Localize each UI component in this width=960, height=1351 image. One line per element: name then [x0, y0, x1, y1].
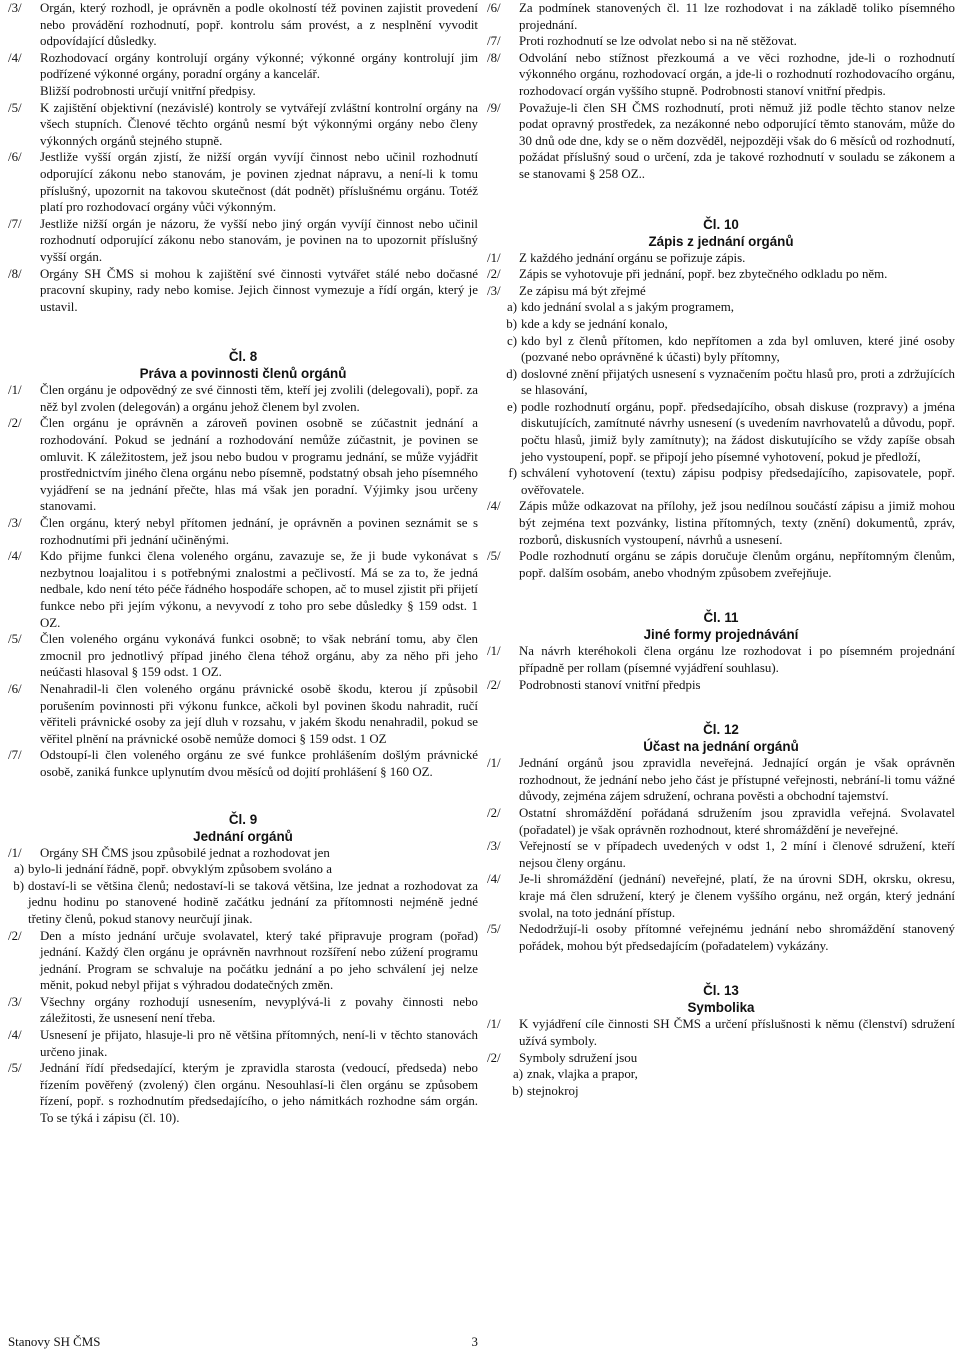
item-letter: a): [512, 1067, 523, 1082]
paragraph-number: /1/: [487, 1017, 501, 1032]
paragraph-number: /5/: [8, 1061, 22, 1076]
paragraph: [487, 100, 955, 183]
article-number: Čl. 10: [703, 216, 739, 232]
list-item: [10, 861, 478, 878]
paragraph-number: /8/: [487, 50, 501, 65]
item-text: kdo byl z členů přítomen, kdo nepřítomen a zda byl omluven, které jiné osoby (pozvané nebo oprávněné k účasti) byly přítomny,: [521, 333, 955, 365]
paragraph-number: /3/: [8, 516, 22, 531]
article-title: Jiné formy projednávání: [643, 627, 799, 643]
page-number: 3: [471, 1335, 478, 1349]
list-item: [505, 1066, 955, 1083]
paragraph-number: /3/: [487, 283, 501, 298]
list-item: [499, 333, 955, 366]
item-text: doslovné znění přijatých usnesení s vyznačením počtu hlasů pro, proti a zdržujících se hlasování,: [521, 366, 955, 398]
paragraph: [487, 50, 955, 100]
paragraph-text: Podrobnosti stanoví vnitřní předpis: [519, 677, 701, 692]
paragraph-number: /1/: [487, 644, 501, 659]
item-text: kdo jednání svolal a s jakým programem,: [521, 300, 735, 315]
paragraph-text: Odstoupí-li člen voleného orgánu ze své funkce prohlášením došlým právnické osobě, zaniká funkce uplynutím dvou měsíců od dojití prohlášení § 160 OZ.: [40, 748, 478, 779]
paragraph: [8, 216, 478, 266]
paragraph-text: Ze zápisu má být zřejmé: [519, 283, 646, 298]
paragraph-number: /6/: [8, 681, 22, 696]
item-letter: e): [506, 399, 517, 414]
paragraph: [8, 845, 478, 862]
paragraph: [487, 498, 955, 548]
paragraph-number: /2/: [487, 805, 501, 820]
page-footer: [8, 1334, 478, 1351]
paragraph-number: /4/: [487, 499, 501, 514]
paragraph: [8, 415, 478, 515]
paragraph-number: /9/: [487, 100, 501, 115]
paragraph: [487, 283, 955, 300]
paragraph-text: Proti rozhodnutí se lze odvolat nebo si na ně stěžovat.: [519, 34, 797, 49]
article-title: Práva a povinnosti členů orgánů: [139, 366, 347, 382]
paragraph: [8, 681, 478, 747]
paragraph-number: /7/: [8, 748, 22, 763]
list-item: [499, 316, 955, 333]
item-text: bylo-li jednání řádně, popř. obvyklým způsobem svoláno a: [28, 862, 332, 877]
paragraph-number: /7/: [487, 34, 501, 49]
paragraph: [8, 515, 478, 548]
article-title: Účast na jednání orgánů: [643, 739, 799, 755]
paragraph: [8, 50, 478, 83]
paragraph: [487, 1016, 955, 1049]
paragraph: [8, 1027, 478, 1060]
paragraph-text: Jestliže nižší orgán je názoru, že vyšší nebo jiný orgán vyvíjí činnost nebo učinil rozhodnutí odporující zákonu nebo stanovám, je povinen na to upozornit příslušný vyšší orgán.: [40, 216, 478, 264]
paragraph-number: /6/: [487, 1, 501, 15]
list-item: [499, 399, 955, 465]
paragraph: [8, 747, 478, 780]
article-number: Čl. 8: [228, 349, 258, 365]
paragraph-number: /2/: [487, 267, 501, 282]
item-letter: a): [506, 300, 517, 315]
item-text: kde a kdy se jednání konalo,: [521, 316, 668, 331]
paragraph: [487, 677, 955, 694]
paragraph: [8, 631, 478, 681]
paragraph-text: Nedodržují-li osoby přítomné veřejnému jednání nebo shromáždění stanovený pořádek, mohou být předsedajícím (pořadatelem) vykázány.: [519, 922, 955, 953]
paragraph-text: Symboly sdružení jsou: [519, 1050, 638, 1065]
paragraph: [487, 921, 955, 954]
article-number: Čl. 11: [703, 610, 739, 626]
paragraph: [8, 548, 478, 631]
paragraph-text: Orgán, který rozhodl, je oprávněn a podle okolností též povinen zajistit provedení nebo provádění rozhodnutí, popř. kontrolu sám provést, a z nesplnění vyvodit odpovídající důsledky.: [40, 1, 478, 49]
paragraph-text: Den a místo jednání určuje svolavatel, který také připravuje program (pořad) jednání. Každý člen orgánu je oprávněn navrhnout rozšíření nebo zúžení programu jednání. Program se schvaluje na počátku jednání a po jeho schválení jej nelze měnit, pokud nebyl přijat s výhradou dodatečných změn.: [40, 928, 478, 993]
article-title: Zápis z jednání orgánů: [648, 233, 794, 249]
item-letter: b): [13, 878, 24, 893]
paragraph-text: Podle rozhodnutí orgánu se zápis doručuje členům orgánu, nepřítomným členům, popř. dalším osobám, anebo vhodným způsobem zveřejňuje.: [519, 549, 955, 580]
paragraph-text: Jestliže vyšší orgán zjistí, že nižší orgán vyvíjí činnost nebo učinil rozhodnutí odporující zákonu nebo stanovám, je povinen zjednat nápravu, a není-li k tomu příslušný, upozornit na takovou skutečnost (dát podnět) příslušnému orgánu. Totéž platí pro rozhodovací orgány vůči výkonným.: [40, 150, 478, 215]
paragraph-text: Na návrh kteréhokoli člena orgánu lze rozhodovat i po písemném projednání případně per rollam (písemné vyjádření souhlasu).: [519, 644, 955, 675]
paragraph-text: Všechny orgány rozhodují usnesením, nevyplývá-li z povahy činnosti nebo záležitosti, že usnesení není třeba.: [40, 994, 478, 1026]
paragraph-number: /2/: [487, 1050, 501, 1065]
item-letter: c): [506, 333, 517, 348]
paragraph-number: /2/: [8, 416, 22, 431]
paragraph-text: Člen orgánu, který nebyl přítomen jednání, je oprávněn a povinen seznámit se s rozhodnutími při jednání učiněnými.: [40, 516, 478, 547]
paragraph-number: /3/: [8, 1, 22, 15]
paragraph-text: Jednání řídí předsedající, kterým je zpravidla starosta (vedoucí, předseda) nebo řízením pověřený (zvolený) člen orgánu. Nesouhlasí-li člen orgánu se způsobem řízení, popř. s rozhodnutím předsedajícího, o jeho námitkách rozhodne sám orgán. To se týká i zápisu (čl. 10).: [40, 1061, 478, 1126]
item-letter: b): [506, 316, 517, 331]
paragraph-text: Orgány SH ČMS jsou způsobilé jednat a rozhodovat jen: [40, 845, 330, 860]
paragraph-text: K vyjádření cíle činnosti SH ČMS a určení příslušnosti k němu (členství) sdružení užívá symboly.: [519, 1017, 955, 1048]
paragraph: [487, 755, 955, 805]
paragraph-text: Za podmínek stanovených čl. 11 lze rozhodovat i na základě toliko písemného projednání.: [519, 1, 955, 32]
item-text: schválení vyhotovení (textu) zápisu podpisy předsedajícího, zapisovatele, popř. ověřovatele.: [521, 466, 955, 497]
article-number: Čl. 13: [703, 983, 739, 999]
paragraph: [487, 0, 955, 33]
right-column: [487, 0, 955, 1099]
paragraph-text: Člen orgánu je odpovědný ze své činnosti těm, kteří jej zvolili (delegovali), popř. za něž byl zvolen (delegován) a orgánu jehož členem byl zvolen.: [40, 383, 478, 414]
paragraph-text: Orgány SH ČMS si mohou k zajištění své činnosti vytvářet stálé nebo dočasné pracovní skupiny, rady nebo komise. Jejich činnost vymezuje a řídí orgán, který je ustavil.: [40, 266, 478, 314]
paragraph-text: Zápis může odkazovat na přílohy, jež jsou nedílnou součástí zápisu a jimiž mohou být zejména text pozvánky, listina přítomných, texty (znění) dokumentů, zpráv, rozborů, diskusních vystoupení, návrhů a usnesení.: [519, 499, 955, 547]
paragraph-number: /4/: [8, 549, 22, 564]
paragraph-number: /4/: [487, 872, 501, 887]
item-letter: b): [512, 1083, 523, 1098]
paragraph-text: Rozhodovací orgány kontrolují orgány výkonné; výkonné orgány kontrolují jim podřízené výkonné orgány, poradní orgány a kancelář.: [40, 50, 478, 82]
paragraph-number: /4/: [8, 50, 22, 65]
item-text: podle rozhodnutí orgánu, popř. předsedajícího, obsah diskuse (rozpravy) a jména diskutujících, zamítnuté návrhy usnesení (s uvedením navrhovatelů a důvodu, popř. počtu hlasů, jimiž byly zamítnuty); na žádost diskutujícího se vždy zapíše obsah jeho vystoupení, popř. se připojí jeho písemné vyhotovení, pokud je předloží,: [521, 399, 955, 464]
item-list: [487, 1066, 955, 1099]
item-list: [487, 299, 955, 498]
paragraph: [487, 643, 955, 676]
item-letter: f): [508, 466, 517, 481]
paragraph-number: /5/: [487, 549, 501, 564]
list-item: [10, 878, 478, 928]
item-text: stejnokroj: [527, 1083, 579, 1098]
paragraph-number: /7/: [8, 216, 22, 231]
paragraph-number: /1/: [8, 383, 22, 398]
paragraph: [8, 994, 478, 1027]
paragraph: [8, 928, 478, 994]
paragraph-text: Veřejností se v případech uvedených v odst 1, 2 míní i členové sdružení, kteří nejsou členy orgánu.: [519, 839, 955, 870]
item-text: znak, vlajka a prapor,: [527, 1067, 638, 1082]
paragraph: [8, 266, 478, 316]
paragraph-number: /2/: [8, 928, 22, 943]
paragraph-text: Nenahradil-li člen voleného orgánu právnické osobě škodu, kterou jí způsobil porušením povinnosti při výkonu funkce, ačkoli byl povinen škodu nahradit, ručí věřiteli právnické osoby za její dluh v rozsahu, v jakém škodu nenahradil, pokud se věřitel plnění na právnické osobě nemůže domoci § 159 odst. 1 OZ: [40, 681, 478, 746]
paragraph: [487, 548, 955, 581]
item-list: [8, 861, 478, 927]
paragraph: [487, 33, 955, 50]
item-letter: d): [506, 366, 517, 381]
paragraph-number: /1/: [8, 845, 22, 860]
paragraph-number: /5/: [8, 100, 22, 115]
paragraph: [487, 871, 955, 921]
paragraph-number: /8/: [8, 266, 22, 281]
paragraph: [8, 100, 478, 150]
item-text: dostaví-li se většina členů; nedostaví-li se taková většina, lze jednat a rozhodovat za jednu hodinu po stanovené hodině začátku jednání za přítomnosti nejméně jedné třetiny členů, pokud stanovy neurčují jinak.: [28, 878, 478, 926]
paragraph: [487, 250, 955, 267]
paragraph-text: Považuje-li člen SH ČMS rozhodnutí, proti němuž již podle těchto stanov nelze podat opravný prostředek, za nezákonné nebo odporující těmto stanovám, může do 30 dnů ode dne, kdy se o něm dozvěděl, nejpozději však do 6 měsíců od rozhodnutí, požádat příslušný soud o určení, zda je takové rozhodnutí v souladu se zákonem a se stanovami § 258 OZ..: [519, 100, 955, 181]
list-item: [499, 299, 955, 316]
paragraph: [487, 838, 955, 871]
paragraph-text: Člen orgánu je oprávněn a zároveň povinen osobně se zúčastnit jednání a rozhodování. Pokud se jednání a rozhodování nemůže zúčastnit, je povinen se omluvit. K záležitostem, jež jsou nebo budou v programu jednání, se může vyjádřit prostřednictvím jiného člena orgánu nebo písemně, podstatný obsah jeho písemného vyjádření se na jednání přečte, hlas má však jen poradní. Výjimky jsou určeny stanovami.: [40, 416, 478, 514]
paragraph-text: Ostatní shromáždění pořádaná sdružením jsou zpravidla veřejná. Svolavatel (pořadatel) je však oprávněn rozhodnout, které shromáždění je neveřejné.: [519, 805, 955, 837]
paragraph-continuation: Bližší podrobnosti určují vnitřní předpisy.: [40, 83, 256, 98]
paragraph: [8, 382, 478, 415]
paragraph: [487, 1050, 955, 1067]
paragraph-number: /3/: [487, 839, 501, 854]
paragraph: [8, 149, 478, 215]
paragraph-text: Zápis se vyhotovuje při jednání, popř. bez zbytečného odkladu po něm.: [519, 267, 888, 282]
paragraph-text: Usnesení je přijato, hlasuje-li pro ně většina přítomných, není-li v těchto stanovách určeno jinak.: [40, 1028, 478, 1059]
paragraph-text: Z každého jednání orgánu se pořizuje zápis.: [519, 250, 746, 265]
paragraph-number: /5/: [8, 632, 22, 647]
paragraph: [487, 805, 955, 838]
paragraph-number: /1/: [487, 756, 501, 771]
article-title: Jednání orgánů: [193, 828, 293, 844]
paragraph-number: /2/: [487, 677, 501, 692]
article-title: Symbolika: [687, 1000, 755, 1016]
list-item: [499, 465, 955, 498]
paragraph-text: Jednání orgánů jsou zpravidla neveřejná. Jednající orgán je však oprávněn rozhodnout, že jednání nebo jeho část je přístupné veřejnosti, nebrání-li tomu vážné důvody, zejména zájem sdružení, ochrana pověsti a obchodní tajemství.: [519, 756, 955, 804]
paragraph-number: /5/: [487, 922, 501, 937]
article-number: Čl. 12: [703, 722, 739, 738]
paragraph-text: Odvolání nebo stížnost přezkoumá a ve věci rozhodne, jde-li o rozhodnutí výkonného orgánu, rozhodovací orgán, a jde-li o rozhodnutí rozhodovacího orgánu, rozhodovací orgán vyššího stupně. Podrobnosti stanoví vnitřní předpis.: [519, 50, 955, 98]
list-item: [505, 1083, 955, 1100]
left-column: [8, 0, 478, 1127]
paragraph-text: Je-li shromáždění (jednání) neveřejné, platí, že na úrovni SDH, okrsku, okresu, kraje má člen sdružení, který je členem vyššího orgánu, než orgán, který jednání svolal, na toto jednání přístup.: [519, 872, 955, 920]
item-letter: a): [13, 862, 24, 877]
paragraph-text: Kdo přijme funkci člena voleného orgánu, zavazuje se, že ji bude vykonávat s nezbytnou loajalitou i s potřebnými znalostmi a pečlivostí. Má se za to, že jedná nedbale, kdo není této péče řádného hospodáře schopen, ač to musel zjistit při přijetí funkce nebo při jejím výkonu, a nevyvodí z toho pro sebe důsledky § 159 odst. 1 OZ.: [40, 549, 478, 630]
paragraph-number: /3/: [8, 994, 22, 1009]
paragraph-text: K zajištění objektivní (nezávislé) kontroly se vytvářejí zvláštní kontrolní orgány na všech stupních. Členové těchto orgánů nesmí být výkonnými orgány nebo členy výkonných orgánů stejného stupně.: [40, 100, 478, 148]
paragraph: [487, 266, 955, 283]
paragraph-text: Člen voleného orgánu vykonává funkci osobně; to však nebrání tomu, aby člen zmocnil pro jednotlivý případ jiného člena téhož orgánu, aby za něho při jeho neúčasti hlasoval § 159 odst. 1 OZ.: [40, 632, 478, 680]
list-item: [499, 366, 955, 399]
paragraph-number: /4/: [8, 1028, 22, 1043]
paragraph-number: /6/: [8, 150, 22, 165]
document-name: Stanovy SH ČMS: [8, 1335, 101, 1349]
article-number: Čl. 9: [228, 811, 258, 827]
paragraph: [8, 1060, 478, 1126]
paragraph-number: /1/: [487, 250, 501, 265]
paragraph: [8, 0, 478, 50]
